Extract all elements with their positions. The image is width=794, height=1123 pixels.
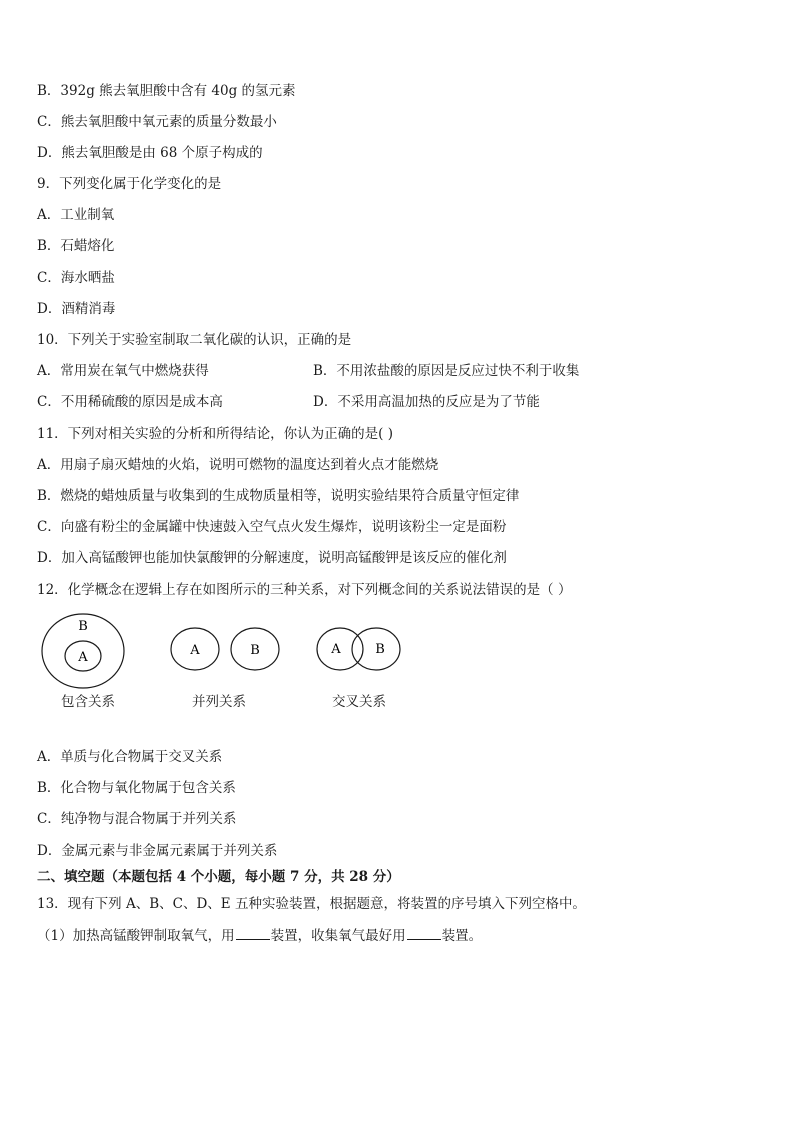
diagram-caption-parallel: 并列关系 [192,694,246,710]
q9-stem: 9．下列变化属于化学变化的是 [37,176,222,192]
q12-option-d: D．金属元素与非金属元素属于并列关系 [37,843,278,859]
q13-blank-1[interactable] [236,927,270,940]
q8-option-d: D．熊去氧胆酸是由 68 个原子构成的 [37,145,263,161]
q12-option-a: A．单质与化合物属于交叉关系 [37,749,223,765]
q10-option-a: A．常用炭在氧气中燃烧获得 [37,363,209,379]
q11-option-c: C．向盛有粉尘的金属罐中快速鼓入空气点火发生爆炸，说明该粉尘一定是面粉 [37,519,507,535]
q10-option-d: D．不采用高温加热的反应是为了节能 [313,394,540,410]
q11-option-a: A．用扇子扇灭蜡烛的火焰，说明可燃物的温度达到着火点才能燃烧 [37,457,439,473]
q12-stem: 12．化学概念在逻辑上存在如图所示的三种关系，对下列概念间的关系说法错误的是（ ） [37,582,572,598]
q9-option-b: B．石蜡熔化 [37,238,115,254]
q10-option-c: C．不用稀硫酸的原因是成本高 [37,394,223,410]
parallel-label-a: A [190,643,200,658]
q10-stem: 10．下列关于实验室制取二氧化碳的认识，正确的是 [37,332,352,348]
q12-option-c: C．纯净物与混合物属于并列关系 [37,811,237,827]
relationship-diagram [38,610,418,695]
q12-option-b: B．化合物与氧化物属于包含关系 [37,780,236,796]
q13-sub1-text-1: （1）加热高锰酸钾制取氧气，用 [37,928,235,944]
inclusion-label-b: B [78,619,88,634]
intersection-label-b: B [375,642,385,657]
q8-option-b: B．392g 熊去氧胆酸中含有 40g 的氢元素 [37,83,296,99]
q13-sub1 [37,927,482,945]
q13-stem: 13．现有下列 A、B、C、D、E 五种实验装置，根据题意，将装置的序号填入下列空格中。 [37,896,586,912]
q9-option-c: C．海水晒盐 [37,270,115,286]
q13-sub1-text-2: 装置，收集氧气最好用 [270,928,406,944]
q9-option-d: D．酒精消毒 [37,301,116,317]
q9-option-a: A．工业制氧 [37,207,115,223]
parallel-label-b: B [250,643,260,658]
q13-blank-2[interactable] [407,927,441,940]
q10-option-b: B．不用浓盐酸的原因是反应过快不利于收集 [313,363,580,379]
diagram-caption-inclusion: 包含关系 [61,694,115,710]
diagram-caption-intersection: 交叉关系 [332,694,386,710]
q13-sub1-text-3: 装置。 [441,928,483,944]
q11-option-b: B．燃烧的蜡烛质量与收集到的生成物质量相等，说明实验结果符合质量守恒定律 [37,488,520,504]
q11-option-d: D．加入高锰酸钾也能加快氯酸钾的分解速度，说明高锰酸钾是该反应的催化剂 [37,550,507,566]
q11-stem: 11．下列对相关实验的分析和所得结论，你认为正确的是( ) [37,426,394,442]
q8-option-c: C．熊去氧胆酸中氧元素的质量分数最小 [37,114,277,130]
intersection-label-a: A [331,642,341,657]
inclusion-label-a: A [78,650,88,665]
section-heading: 二、填空题（本题包括 4 个小题，每小题 7 分，共 28 分） [37,869,400,885]
